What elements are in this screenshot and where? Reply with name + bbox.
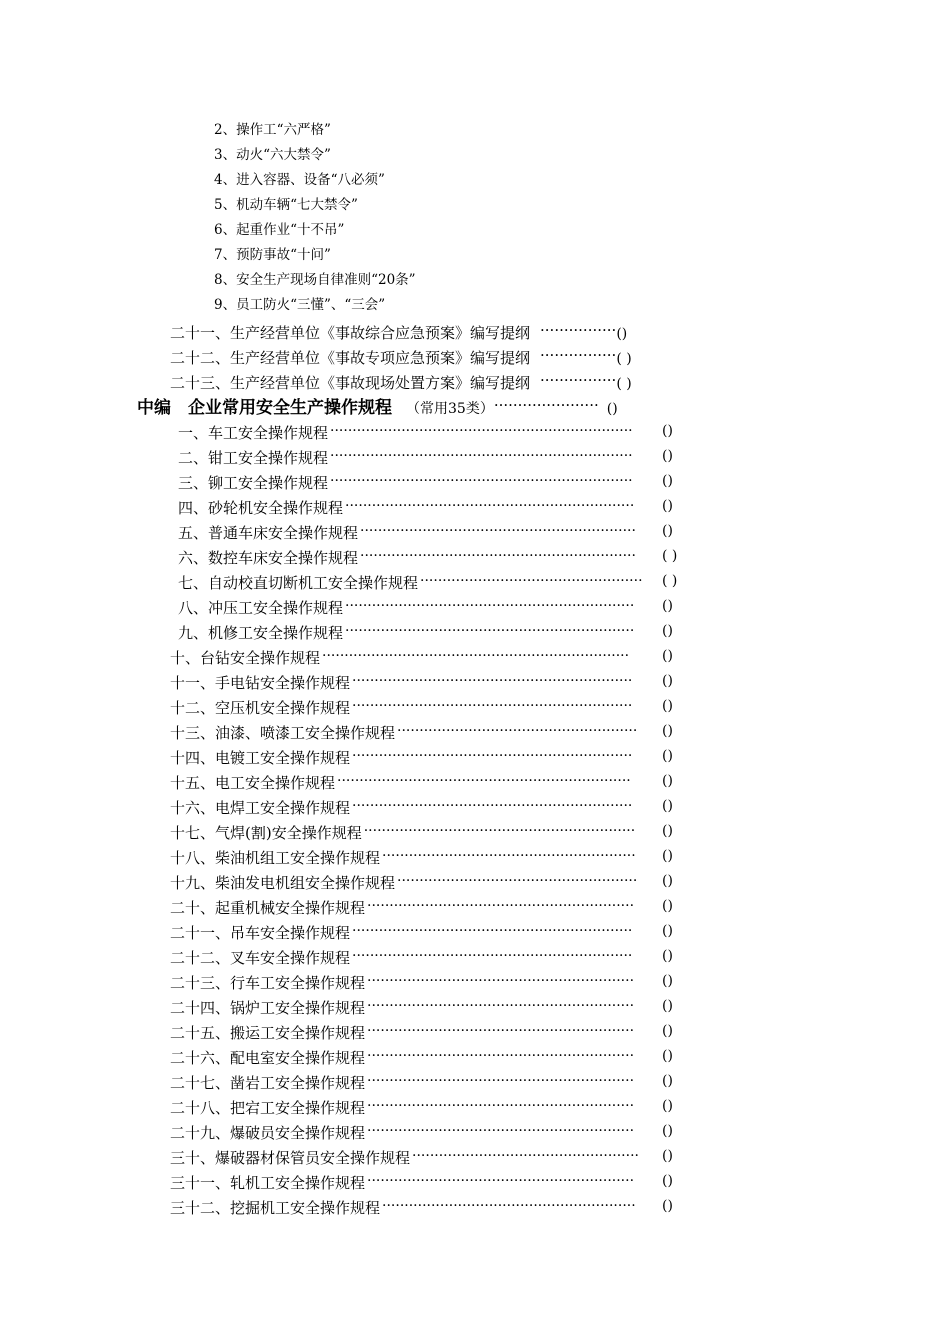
section-note: （常用35类） xyxy=(406,401,494,417)
page-number: () xyxy=(662,598,673,614)
toc-entry-label: 二十、起重机械安全操作规程 xyxy=(170,899,366,917)
toc-leader: ····································································· xyxy=(322,649,630,663)
toc-entry-label: 二十七、凿岩工安全操作规程 xyxy=(170,1074,366,1092)
toc-entry xyxy=(170,849,684,866)
page-number: () xyxy=(662,648,673,664)
toc-entry xyxy=(170,1149,684,1166)
page-number: () xyxy=(662,1173,673,1189)
toc-leader: ·································································· xyxy=(337,774,631,788)
toc-entry xyxy=(170,373,632,391)
toc-entry-label: 三十二、挖掘机工安全操作规程 xyxy=(170,1199,381,1217)
toc-leader: ································································· xyxy=(345,499,635,513)
page-number: () xyxy=(662,1048,673,1064)
toc-entry-label: 二十二、生产经营单位《事故专项应急预案》编写提纲 xyxy=(170,349,531,367)
toc-leader: ································································· xyxy=(345,599,635,613)
toc-leader: ······················································ xyxy=(397,874,638,888)
toc-leader: ···························································· xyxy=(367,974,635,988)
page-number: () xyxy=(662,1098,673,1114)
toc-entry xyxy=(178,524,684,541)
toc-entry-label: 二十二、叉车安全操作规程 xyxy=(170,949,351,967)
toc-entry xyxy=(170,1174,684,1191)
page-number: () xyxy=(662,773,673,789)
toc-entry xyxy=(170,874,684,891)
toc-entry-label: 六、数控车床安全操作规程 xyxy=(178,549,359,567)
toc-leader: ···························································· xyxy=(367,1099,635,1113)
toc-entry xyxy=(170,699,684,716)
toc-leader: ······························································· xyxy=(352,949,633,963)
toc-entry xyxy=(170,1024,684,1041)
sub-item: 4、进入容器、设备“八必须” xyxy=(214,172,385,188)
page-number: () xyxy=(662,473,673,489)
toc-entry-label: 十九、柴油发电机组安全操作规程 xyxy=(170,874,396,892)
sub-item: 5、机动车辆“七大禁令” xyxy=(214,197,358,213)
toc-entry-label: 十一、手电钻安全操作规程 xyxy=(170,674,351,692)
toc-leader: ······························································ xyxy=(360,524,636,538)
page-number: () xyxy=(662,1198,673,1214)
toc-entry xyxy=(178,474,684,491)
toc-leader: ························································· xyxy=(382,849,636,863)
toc-entry xyxy=(178,624,684,641)
toc-entry-label: 十八、柴油机组工安全操作规程 xyxy=(170,849,381,867)
toc-entry xyxy=(178,424,684,441)
toc-entry xyxy=(170,999,684,1016)
page-number: () xyxy=(662,723,673,739)
toc-leader: ···································································· xyxy=(330,474,633,488)
toc-entry xyxy=(178,549,684,566)
toc-entry-label: 十七、气焊(割)安全操作规程 xyxy=(170,824,362,842)
page-number: ( ) xyxy=(662,548,678,564)
toc-entry-label: 十四、电镀工安全操作规程 xyxy=(170,749,351,767)
page-number: () xyxy=(662,898,673,914)
page-number: () xyxy=(662,923,673,939)
toc-entry xyxy=(170,974,684,991)
page-number: () xyxy=(662,823,673,839)
toc-entry-label: 二十五、搬运工安全操作规程 xyxy=(170,1024,366,1042)
page-number: () xyxy=(662,498,673,514)
toc-leader: ······················································ xyxy=(397,724,638,738)
toc-entry-label: 十二、空压机安全操作规程 xyxy=(170,699,351,717)
toc-entry-label: 三、铆工安全操作规程 xyxy=(178,474,329,492)
toc-entry-label: 十六、电焊工安全操作规程 xyxy=(170,799,351,817)
toc-leader: ······························································· xyxy=(352,799,633,813)
toc-entry-label: 二、钳工安全操作规程 xyxy=(178,449,329,467)
toc-leader: ································································· xyxy=(345,624,635,638)
toc-entry xyxy=(170,774,684,791)
toc-entry xyxy=(170,1199,684,1216)
toc-leader: ···························································· xyxy=(367,1049,635,1063)
toc-entry xyxy=(170,1049,684,1066)
page-number: () xyxy=(662,748,673,764)
toc-entry-label: 二十四、锅炉工安全操作规程 xyxy=(170,999,366,1017)
sub-item: 2、操作工“六严格” xyxy=(214,122,331,138)
page-number: () xyxy=(606,401,618,417)
toc-entry xyxy=(170,1099,684,1116)
toc-leader: ··················································· xyxy=(412,1149,639,1163)
toc-leader: ·················································· xyxy=(420,574,643,588)
sub-item: 9、员工防火“三懂”、“三会” xyxy=(214,297,386,313)
page-number: () xyxy=(662,998,673,1014)
toc-leader: ···································································· xyxy=(330,449,633,463)
toc-entry-label: 二十九、爆破员安全操作规程 xyxy=(170,1124,366,1142)
toc-leader: ···························································· xyxy=(367,1174,635,1188)
toc-leader: ······························································· xyxy=(352,924,633,938)
toc-leader: ························································· xyxy=(382,1199,636,1213)
toc-entry-label: 五、普通车床安全操作规程 xyxy=(178,524,359,542)
toc-entry xyxy=(178,449,684,466)
toc-entry-label: 七、自动校直切断机工安全操作规程 xyxy=(178,574,419,592)
toc-entry-label: 二十六、配电室安全操作规程 xyxy=(170,1049,366,1067)
page-number: () xyxy=(662,948,673,964)
page-number: () xyxy=(662,623,673,639)
toc-leader: ······························································· xyxy=(352,674,633,688)
page-number: () xyxy=(662,523,673,539)
toc-entry xyxy=(170,1074,684,1091)
toc-entry xyxy=(170,824,684,841)
page-number: () xyxy=(662,848,673,864)
toc-entry-label: 二十一、吊车安全操作规程 xyxy=(170,924,351,942)
toc-entry-label: 二十一、生产经营单位《事故综合应急预案》编写提纲 xyxy=(170,324,531,342)
page-number: () xyxy=(616,326,628,342)
section-title: 中编 企业常用安全生产操作规程 xyxy=(137,398,392,418)
toc-entry xyxy=(170,799,684,816)
page-number: () xyxy=(662,448,673,464)
toc-entry xyxy=(170,749,684,766)
toc-entry-label: 二十八、把宕工安全操作规程 xyxy=(170,1099,366,1117)
toc-leader: ···························································· xyxy=(367,999,635,1013)
toc-leader: ······················ xyxy=(493,398,599,413)
toc-leader: ······························································· xyxy=(352,749,633,763)
toc-entry xyxy=(178,499,684,516)
toc-entry xyxy=(170,899,684,916)
toc-leader: ······························································ xyxy=(360,549,636,563)
section-heading xyxy=(137,398,618,417)
toc-entry-label: 十、台钻安全操作规程 xyxy=(170,649,321,667)
page-number: () xyxy=(662,798,673,814)
sub-item: 7、预防事故“十问” xyxy=(214,247,331,263)
toc-leader: ······························································· xyxy=(352,699,633,713)
toc-leader: ················ xyxy=(540,323,617,338)
toc-entry-label: 八、冲压工安全操作规程 xyxy=(178,599,344,617)
toc-leader: ···························································· xyxy=(367,899,635,913)
toc-leader: ················ xyxy=(540,373,617,388)
page-number: () xyxy=(662,673,673,689)
toc-entry xyxy=(178,574,684,591)
toc-entry xyxy=(170,348,632,366)
toc-entry-label: 四、砂轮机安全操作规程 xyxy=(178,499,344,517)
sub-item: 8、安全生产现场自律准则“20条” xyxy=(214,272,416,288)
page-number: () xyxy=(662,873,673,889)
page-number: () xyxy=(662,1148,673,1164)
toc-entry xyxy=(170,1124,684,1141)
sub-item: 3、动火“六大禁令” xyxy=(214,147,331,163)
page-number: () xyxy=(662,423,673,439)
toc-entry xyxy=(170,323,627,341)
toc-entry xyxy=(170,674,684,691)
toc-entry xyxy=(178,599,684,616)
page-number: () xyxy=(662,1073,673,1089)
toc-entry-label: 十三、油漆、喷漆工安全操作规程 xyxy=(170,724,396,742)
toc-entry xyxy=(170,649,684,666)
toc-leader: ····························································· xyxy=(363,824,636,838)
toc-entry-label: 三十一、轧机工安全操作规程 xyxy=(170,1174,366,1192)
page-number: ( ) xyxy=(616,351,632,367)
toc-entry-label: 一、车工安全操作规程 xyxy=(178,424,329,442)
toc-leader: ···························································· xyxy=(367,1124,635,1138)
toc-entry-label: 九、机修工安全操作规程 xyxy=(178,624,344,642)
toc-entry xyxy=(170,949,684,966)
toc-entry-label: 十五、电工安全操作规程 xyxy=(170,774,336,792)
toc-leader: ···························································· xyxy=(367,1074,635,1088)
toc-entry-label: 三十、爆破器材保管员安全操作规程 xyxy=(170,1149,411,1167)
page-number: () xyxy=(662,698,673,714)
page-number: ( ) xyxy=(662,573,678,589)
toc-leader: ···························································· xyxy=(367,1024,635,1038)
toc-leader: ················ xyxy=(540,348,617,363)
page-number: () xyxy=(662,1023,673,1039)
toc-entry-label: 二十三、行车工安全操作规程 xyxy=(170,974,366,992)
toc-entry-label: 二十三、生产经营单位《事故现场处置方案》编写提纲 xyxy=(170,374,531,392)
toc-entry xyxy=(170,724,684,741)
page-number: ( ) xyxy=(616,376,632,392)
toc-leader: ···································································· xyxy=(330,424,633,438)
page-number: () xyxy=(662,973,673,989)
sub-item: 6、起重作业“十不吊” xyxy=(214,222,345,238)
toc-entry xyxy=(170,924,684,941)
page-number: () xyxy=(662,1123,673,1139)
